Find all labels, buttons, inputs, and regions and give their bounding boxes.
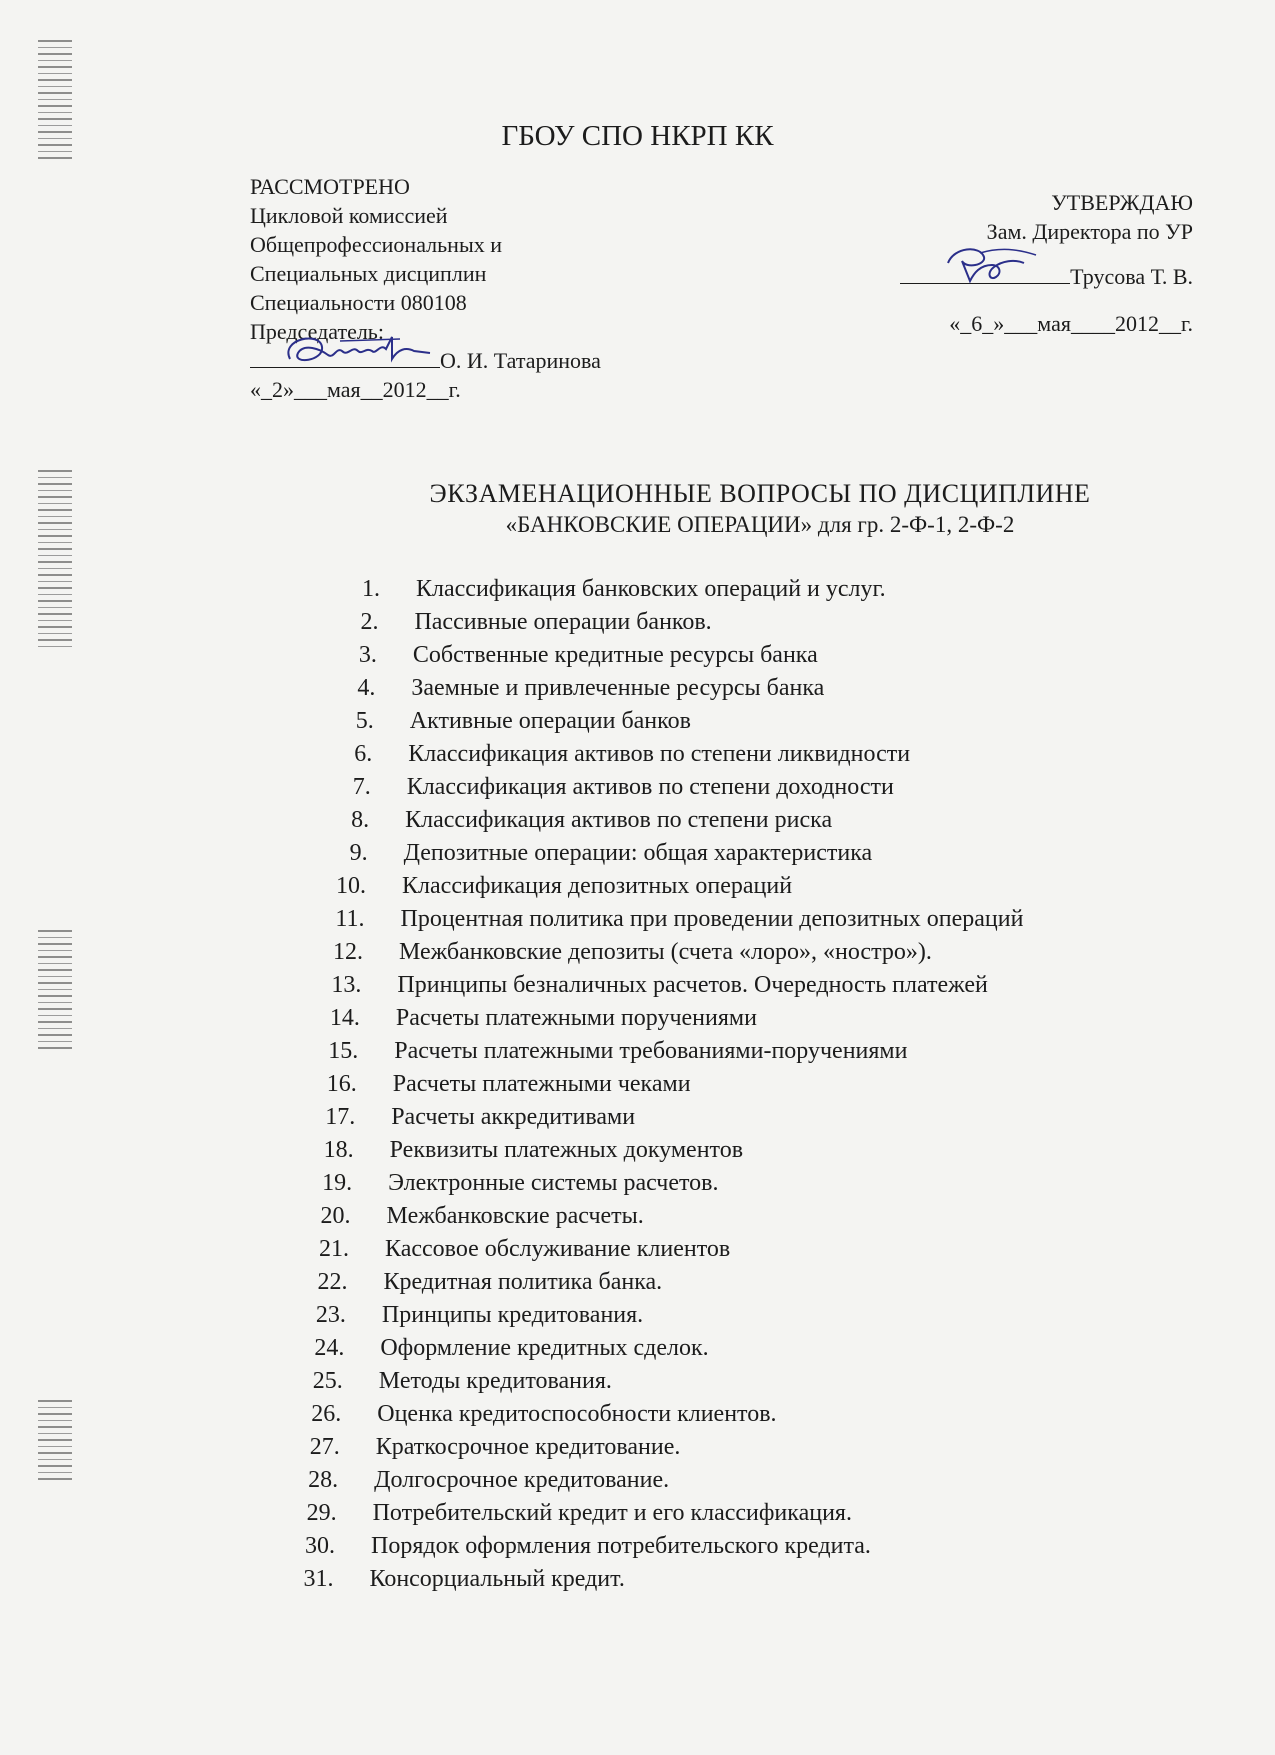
list-item — [284, 1134, 743, 1166]
list-item — [304, 705, 691, 737]
question-text: Депозитные операции: общая характеристика — [403, 840, 873, 866]
list-item — [288, 1035, 907, 1067]
list-item — [282, 1167, 718, 1199]
question-number: 4. — [357, 675, 376, 701]
question-number: 16. — [326, 1071, 357, 1097]
list-item — [310, 573, 886, 605]
question-number: 1. — [362, 576, 380, 602]
question-text: Классификация активов по степени ликвидности — [408, 741, 911, 767]
question-number: 15. — [328, 1038, 359, 1064]
question-text: Расчеты платежными требованиями-поручениями — [394, 1038, 908, 1064]
scan-edge-artifact — [38, 1400, 72, 1480]
question-text: Классификация активов по степени риска — [405, 807, 833, 833]
question-text: Кассовое обслуживание клиентов — [385, 1236, 731, 1262]
question-text: Оценка кредитоспособности клиентов. — [377, 1401, 777, 1427]
approved-position: Зам. Директора по УР — [986, 219, 1193, 244]
approver-signature-row — [900, 262, 1193, 291]
list-item — [276, 1299, 643, 1331]
list-item — [264, 1563, 625, 1595]
question-number: 18. — [323, 1137, 354, 1163]
chair-name: О. И. Татаринова — [440, 348, 601, 373]
approval-reviewed-block — [250, 172, 601, 404]
question-text: Активные операции банков — [409, 708, 691, 734]
list-item — [279, 1233, 730, 1265]
question-number: 11. — [335, 906, 365, 932]
question-text: Порядок оформления потребительского кредита. — [371, 1533, 871, 1559]
list-item — [271, 1398, 776, 1430]
title-line-2: «БАНКОВСКИЕ ОПЕРАЦИИ» для гр. 2-Ф-1, 2-Ф-2 — [505, 512, 1015, 537]
list-item — [268, 1464, 669, 1496]
approver-name: Трусова Т. В. — [1070, 264, 1193, 289]
list-item — [290, 1002, 757, 1034]
list-item — [301, 771, 894, 803]
question-text: Расчеты платежными поручениями — [395, 1005, 757, 1031]
list-item — [298, 837, 873, 869]
question-number: 22. — [317, 1269, 348, 1295]
reviewed-line: Председатель: — [250, 319, 384, 344]
question-number: 9. — [349, 840, 368, 866]
list-item — [267, 1497, 852, 1529]
list-item — [270, 1431, 681, 1463]
question-text: Электронные системы расчетов. — [388, 1170, 719, 1196]
question-text: Оформление кредитных сделок. — [380, 1335, 709, 1361]
approved-title: УТВЕРЖДАЮ — [1051, 190, 1193, 215]
list-item — [287, 1068, 691, 1100]
reviewed-line: Цикловой комиссией — [250, 203, 448, 228]
list-item — [305, 672, 824, 704]
question-number: 14. — [329, 1005, 360, 1031]
question-text: Заемные и привлеченные ресурсы банка — [411, 675, 825, 701]
question-text: Классификация банковских операций и услуг. — [416, 576, 886, 602]
question-number: 26. — [311, 1401, 342, 1427]
question-number: 17. — [325, 1104, 356, 1130]
reviewed-line: Общепрофессиональных и — [250, 232, 503, 257]
list-item — [281, 1200, 644, 1232]
scan-edge-artifact — [38, 470, 72, 650]
approval-approved-block — [900, 188, 1193, 338]
reviewed-line: Специальности 080108 — [250, 290, 467, 315]
question-text: Принципы безналичных расчетов. Очередность платежей — [397, 972, 988, 998]
list-item — [291, 969, 988, 1001]
question-number: 23. — [315, 1302, 346, 1328]
signature-line — [250, 347, 440, 368]
question-number: 12. — [332, 939, 363, 965]
list-item — [293, 936, 932, 968]
reviewed-line: Специальных дисциплин — [250, 261, 487, 286]
list-item — [302, 738, 910, 770]
question-number: 29. — [306, 1500, 337, 1526]
question-text: Классификация активов по степени доходности — [406, 774, 894, 800]
question-number: 25. — [312, 1368, 343, 1394]
question-text: Классификация депозитных операций — [402, 873, 793, 899]
list-item — [273, 1365, 612, 1397]
list-item — [295, 903, 1024, 935]
handwritten-signature-icon — [940, 243, 1050, 287]
question-number: 2. — [360, 609, 379, 635]
list-item — [299, 804, 832, 836]
approved-date: «_6_»___мая____2012__г. — [949, 311, 1193, 336]
question-text: Методы кредитования. — [378, 1368, 612, 1394]
question-number: 19. — [322, 1170, 353, 1196]
signature-line — [900, 263, 1070, 284]
document-title — [330, 478, 1190, 540]
question-number: 8. — [351, 807, 370, 833]
question-number: 7. — [352, 774, 371, 800]
list-item — [265, 1530, 871, 1562]
question-number: 21. — [319, 1236, 349, 1262]
question-text: Расчеты платежными чеками — [392, 1071, 691, 1097]
question-text: Собственные кредитные ресурсы банка — [412, 642, 818, 668]
handwritten-signature-icon — [280, 329, 450, 373]
question-text: Межбанковские расчеты. — [386, 1203, 644, 1229]
question-number: 5. — [355, 708, 374, 734]
question-text: Краткосрочное кредитование. — [375, 1434, 681, 1460]
question-number: 3. — [358, 642, 377, 668]
question-number: 6. — [354, 741, 373, 767]
question-text: Процентная политика при проведении депозитных операций — [400, 906, 1024, 932]
question-number: 27. — [309, 1434, 340, 1460]
reviewed-line: РАССМОТРЕНО — [250, 174, 410, 199]
list-item — [277, 1266, 662, 1298]
question-text: Межбанковские депозиты (счета «лоро», «ностро»). — [398, 939, 932, 965]
question-number: 28. — [308, 1467, 339, 1493]
list-item — [308, 606, 711, 638]
question-number: 24. — [314, 1335, 345, 1361]
list-item — [296, 870, 792, 902]
reviewed-date: «_2»___мая__2012__г. — [250, 377, 461, 402]
chair-signature-row — [250, 346, 601, 375]
question-text: Реквизиты платежных документов — [389, 1137, 744, 1163]
question-number: 31. — [303, 1566, 334, 1592]
question-text: Пассивные операции банков. — [414, 609, 712, 635]
question-text: Расчеты аккредитивами — [391, 1104, 636, 1130]
question-text: Принципы кредитования. — [381, 1302, 644, 1328]
question-text: Консорциальный кредит. — [369, 1566, 625, 1592]
organization-header: ГБОУ СПО НКРП КК — [501, 120, 774, 152]
list-item — [285, 1101, 635, 1133]
question-number: 20. — [320, 1203, 351, 1229]
question-text: Потребительский кредит и его классификация. — [372, 1500, 852, 1526]
question-text: Долгосрочное кредитование. — [374, 1467, 670, 1493]
question-number: 30. — [305, 1533, 336, 1559]
list-item — [274, 1332, 708, 1364]
list-item — [307, 639, 818, 671]
question-number: 13. — [331, 972, 362, 998]
question-number: 10. — [336, 873, 367, 899]
scan-edge-artifact — [38, 930, 72, 1050]
title-line-1: ЭКЗАМЕНАЦИОННЫЕ ВОПРОСЫ ПО ДИСЦИПЛИНЕ — [429, 479, 1091, 508]
question-text: Кредитная политика банка. — [383, 1269, 663, 1295]
